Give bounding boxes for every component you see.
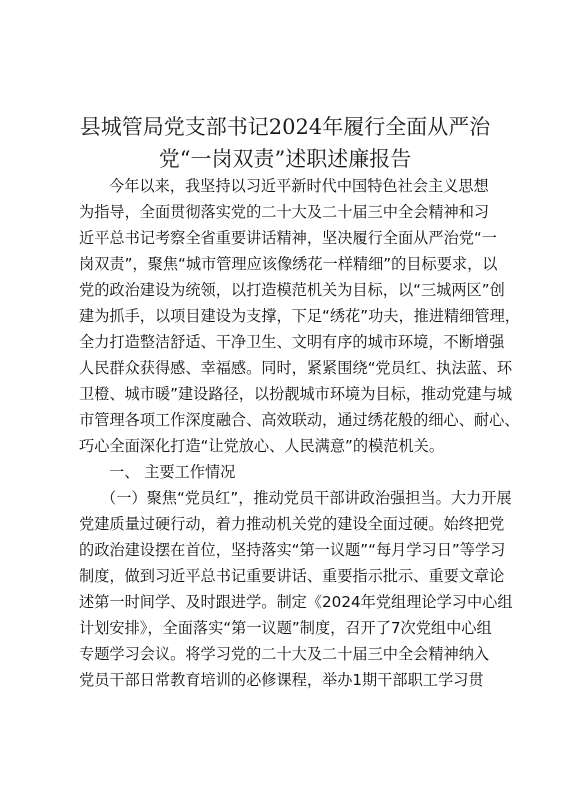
paragraph-line: 党员干部日常教育培训的必修课程，举办1期干部职工学习贯: [79, 671, 484, 689]
section-heading: 一、 主要工作情况: [109, 463, 236, 481]
paragraph-line: 巧心全面深化打造“让党放心、人民满意”的模范机关。: [79, 437, 445, 455]
paragraph-line: 岗双责”，聚焦“城市管理应该像绣花一样精细”的目标要求，以: [79, 255, 498, 273]
paragraph-line: 为指导，全面贯彻落实党的二十大及二十届三中全会精神和习: [79, 203, 490, 221]
paragraph-line: 人民群众获得感、幸福感。同时，紧紧围绕“党员红、执法蓝、环: [79, 359, 513, 377]
document-title-line-1: 县城管局党支部书记2024年履行全面从严治: [79, 115, 491, 139]
paragraph-line: 建为抓手，以项目建设为支撑，下足“绣花”功夫，推进精细管理，: [79, 307, 520, 325]
paragraph-line: 的政治建设摆在首位，坚持落实“第一议题”“每月学习日”等学习: [79, 541, 506, 559]
paragraph-line: （一）聚焦“党员红”，推动党员干部讲政治强担当。大力开展: [101, 489, 512, 507]
paragraph-line: 近平总书记考察全省重要讲话精神，坚决履行全面从严治党“一: [79, 229, 497, 247]
document-title-line-2: 党“一岗双责”述职述廉报告: [158, 147, 412, 171]
paragraph-line: 卫橙、城市暖”建设路径，以扮靓城市环境为目标，推动党建与城: [79, 385, 513, 403]
paragraph-line: 全力打造整洁舒适、干净卫生、文明有序的城市环境，不断增强: [79, 333, 505, 351]
paragraph-line: 党建质量过硬行动，着力推动机关党的建设全面过硬。始终把党: [79, 515, 505, 533]
paragraph-line: 专题学习会议。将学习党的二十大及二十届三中全会精神纳入: [79, 645, 490, 663]
paragraph-line: 党的政治建设为统领，以打造模范机关为目标，以“三城两区”创: [79, 281, 505, 299]
paragraph-line: 今年以来，我坚持以习近平新时代中国特色社会主义思想: [109, 177, 489, 195]
paragraph-line: 制度，做到习近平总书记重要讲话、重要指示批示、重要文章论: [79, 567, 505, 585]
paragraph-line: 述第一时间学、及时跟进学。制定《2024年党组理论学习中心组: [79, 593, 513, 611]
paragraph-line: 市管理各项工作深度融合、高效联动，通过绣花般的细心、耐心、: [79, 411, 520, 429]
paragraph-line: 计划安排》，全面落实“第一议题”制度，召开了7次党组中心组: [79, 619, 492, 637]
